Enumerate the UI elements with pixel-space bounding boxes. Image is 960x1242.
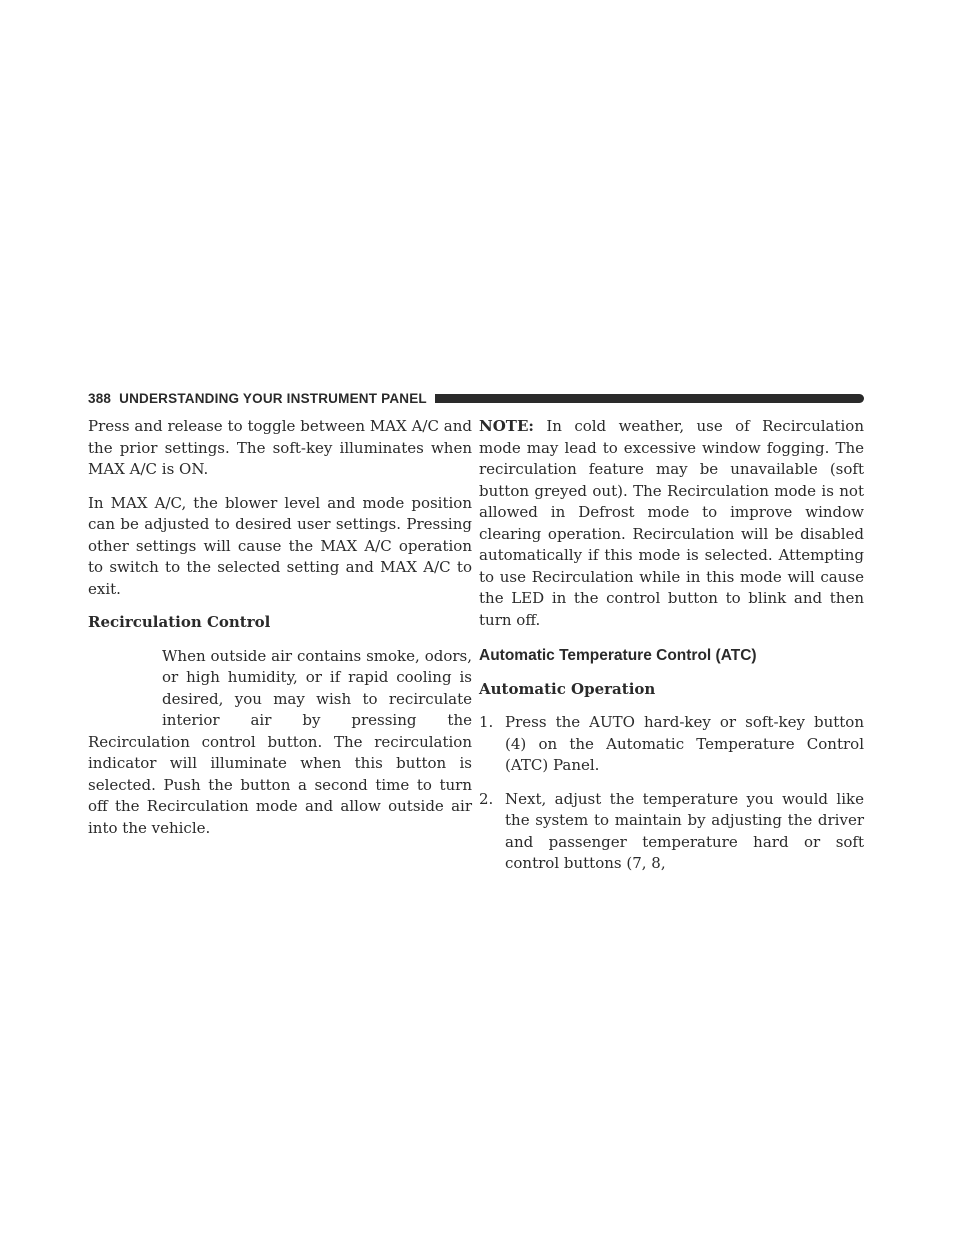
recirculation-paragraph xyxy=(88,646,472,840)
steps-list xyxy=(479,712,864,875)
chapter-title: UNDERSTANDING YOUR INSTRUMENT PANEL xyxy=(119,390,427,406)
list-item xyxy=(479,712,864,777)
list-item xyxy=(479,789,864,875)
atc-section-title: Automatic Temperature Control (ATC) xyxy=(479,647,757,664)
recirculation-icon-space xyxy=(88,646,162,726)
note-label: NOTE: xyxy=(479,417,534,435)
page-number: 388 xyxy=(88,390,112,406)
recirculation-text: When outside air contains smoke, odors, or high humidity, or if rapid cooling is desired, you may wish to recirculate interior air by pressing the Recirculation control button. The recirculation indicator will illuminate when this button is selected. Push the button a second time to turn off the Recirculation mode and allow outside air into the vehicle. xyxy=(88,646,472,837)
max-ac-settings-paragraph: In MAX A/C, the blower level and mode position can be adjusted to desired user settings. Pressing other settings will cause the MAX A/C operation to switch to the selected setting and MAX A/C to exit. xyxy=(88,493,472,598)
list-item-text: Press the AUTO hard-key or soft-key button (4) on the Automatic Temperature Control (ATC) Panel. xyxy=(505,713,864,774)
note-paragraph xyxy=(479,416,864,631)
list-item-number: 2. xyxy=(479,789,494,808)
list-item-number: 1. xyxy=(479,713,494,731)
note-text: In cold weather, use of Recirculation mode may lead to excessive window fogging. The recirculation feature may be unavailable (soft button greyed out). The Recirculation mode is not allowed in Defrost mode to improve window clearing operation. Recirculation will be disabled automatically if this mode is selected. Attempting to use Recirculation while in this mode will cause the LED in the control button to blink and then turn off. xyxy=(479,417,864,629)
recirculation-heading: Recirculation Control xyxy=(88,613,271,631)
header-rule xyxy=(435,394,864,403)
list-item-text: Next, adjust the temperature you would like the system to maintain by adjusting the driver and passenger temperature hard or soft control buttons (7, 8, xyxy=(505,789,864,872)
left-column xyxy=(88,416,472,851)
page-header xyxy=(88,389,864,407)
automatic-operation-heading: Automatic Operation xyxy=(479,679,656,698)
max-ac-toggle-paragraph: Press and release to toggle between MAX A/C and the prior settings. The soft-key illuminates when MAX A/C is ON. xyxy=(88,417,472,478)
right-column xyxy=(479,416,864,887)
